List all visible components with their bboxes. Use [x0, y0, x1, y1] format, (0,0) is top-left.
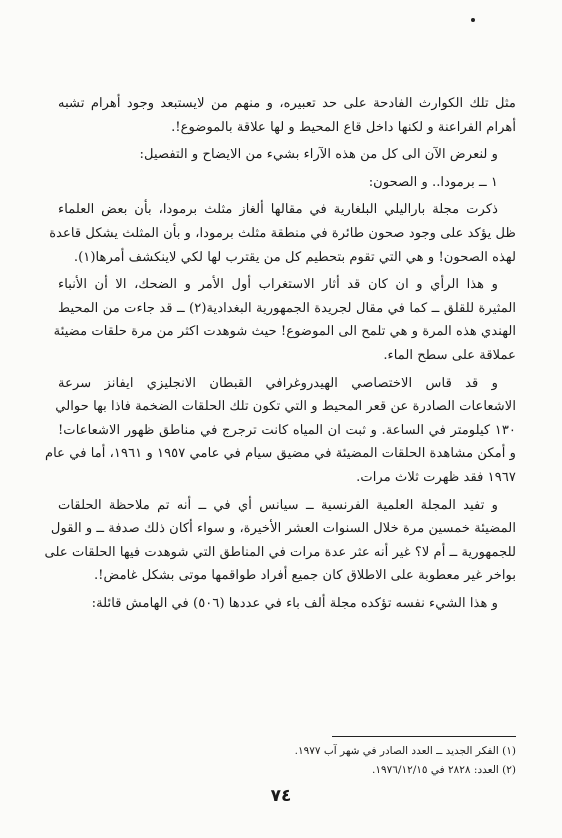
text-line: ظل يؤكد على وجود صحون طائرة في منطقة مثلث برمودا، و بأن المثلث يشكل قاعدة [49, 225, 516, 241]
text-line: الهندي هذه المرة و هي تلمح الى الموضوع! حيث شوهدت اكثر من مرة حلقات مضيئة [53, 324, 516, 340]
text-line: ١٣٠ كيلومتر في الساعة. و ثبت ان المياه كانت ترجرج في مناطق ظهور الاشعاعات! [58, 422, 516, 438]
text-line: و قد قاس الاختصاصي الهيدروغرافي القبطان الانجليزي ايفانز سرعة [58, 375, 498, 391]
page-number: ٧٤ [270, 786, 292, 806]
text-line: أهرام الفراعنة و لكنها داخل قاع المحيط و لها علاقة بالموضوع!. [171, 119, 516, 135]
text-line: المثيرة للقلق ــ كما في مقال لجريدة الجمهورية البغدادية(٢) ــ قد جاءت من المحيط [58, 300, 516, 316]
text-line: المضيئة خمسين مرة خلال السنوات العشر الأخيرة، و سواء أكان ذلك صدفة ــ و القول [50, 521, 516, 537]
footnote-1: (١) الفكر الجديد ــ العدد الصادر في شهر آب ١٩٧٧. [294, 745, 516, 757]
text-line: ذكرت مجلة باراليلي البلغارية في مقالها ألغاز مثلث برمودا، بأن بعض العلماء [58, 202, 498, 218]
text-line: ١ ــ برمودا.. و الصحون: [368, 174, 498, 190]
text-line: و هذا الرأي و ان كان قد أثار الاستغراب أول الأمر و الضحك، الا أن الأنباء [58, 277, 498, 293]
text-line: الاشعاعات الصادرة عن قعر المحيط و التي تكون تلك الحلقات الضخمة فاذا بها حوالي [55, 399, 516, 415]
text-line: و هذا الشيء نفسه تؤكده مجلة ألف باء في عددها (٥٠٦) في الهامش قائلة: [91, 595, 498, 611]
text-line: للجمهورية ــ أم لا؟ غير أنه عثر عدة مرات في المناطق التي شوهدت فيها الحلقات على [44, 544, 516, 560]
footnote-2: (٢) العدد: ٢٨٢٨ في ١٩٧٦/١٢/١٥. [372, 764, 516, 776]
text-line: عملاقة على سطح الماء. [383, 347, 516, 363]
text-line: و تفيد المجلة العلمية الفرنسية ــ سيانس أي في ــ أنه تم ملاحظة الحلقات [58, 497, 498, 513]
page-mark-dot [471, 18, 475, 22]
text-line: و لنعرض الآن الى كل من هذه الآراء بشيء من الايضاح و التفصيل: [139, 147, 498, 163]
page-body-text [44, 92, 516, 615]
text-line: مثل تلك الكوارث الفادحة على حد تعبيره، و منهم من لايستبعد وجود أهرام تشبه [58, 96, 516, 111]
text-line: ١٩٦٧ فقد ظهرت ثلاث مرات. [356, 469, 516, 485]
text-line: لهذه الصحون! و هي التي تقوم بتحطيم كل من يقترب لها لكي لاينكشف أمرها(١). [73, 249, 516, 265]
footnote-separator [332, 736, 516, 737]
footnotes [200, 742, 516, 780]
text-line: بواخر غير معطوبة على الاطلاق كان جميع أفراد طواقمها موتى بشكل غامض!. [93, 568, 516, 584]
text-line: و أمكن مشاهدة الحلقات المضيئة في مضيق سيام في عامي ١٩٥٧ و ١٩٦١، أما في عام [44, 446, 516, 462]
